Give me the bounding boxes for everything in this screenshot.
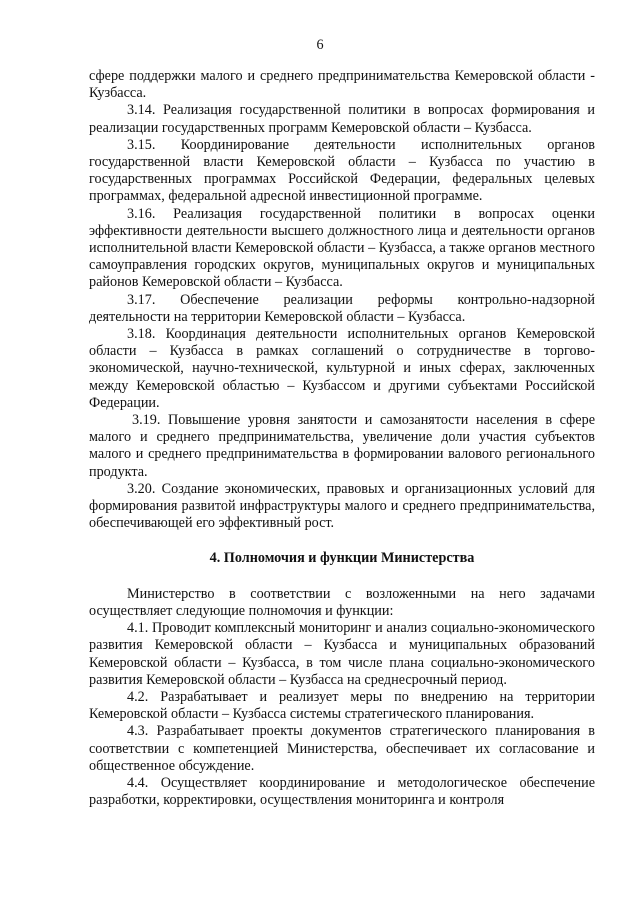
paragraph-3-19: 3.19. Повышение уровня занятости и самозанятости населения в сфере малого и среднего предпринимательства, увеличение доли участия субъектов малого и среднего предпринимательства в формировании валового регионального продукта. <box>89 412 595 480</box>
paragraph-3-20: 3.20. Создание экономических, правовых и организационных условий для формирования развитой инфраструктуры малого и среднего предпринимательства, обеспечивающей его эффективный рост. <box>89 480 595 532</box>
paragraph-intro: Министерство в соответствии с возложенными на него задачами осуществляет следующие полномочия и функции: <box>89 585 595 619</box>
paragraph-4-1: 4.1. Проводит комплексный мониторинг и анализ социально-экономического развития Кемеровской области – Кузбасса и муниципальных образований Кемеровской области – Кузбасса, в том числе плана социально-экономического развития Кемеровской области – Кузбасса на среднесрочный период. <box>89 620 595 688</box>
paragraph-continuation: сфере поддержки малого и среднего предпринимательства Кемеровской области - Кузбасса. <box>89 68 595 102</box>
paragraph-4-4: 4.4. Осуществляет координирование и методологическое обеспечение разработки, корректировки, осуществления мониторинга и контроля <box>89 774 595 809</box>
page-number: 6 <box>316 37 324 53</box>
paragraph-3-17: 3.17. Обеспечение реализации реформы контрольно-надзорной деятельности на территории Кемеровской области – Кузбасса. <box>89 291 595 325</box>
section-heading: 4. Полномочия и функции Министерства <box>209 550 475 567</box>
paragraph-4-3: 4.3. Разрабатывает проекты документов стратегического планирования в соответствии с компетенцией Министерства, обеспечивает их согласование и общественное обсуждение. <box>89 723 595 774</box>
paragraph-3-15: 3.15. Координирование деятельности исполнительных органов государственной власти Кемеровской области – Кузбасса по участию в государственных программах Российской Федерации, федеральных целевых программах, федеральной адресной инвестиционной программе. <box>89 136 595 205</box>
document-body <box>89 68 595 809</box>
spacer <box>89 568 595 586</box>
paragraph-3-18: 3.18. Координация деятельности исполнительных органов Кемеровской области – Кузбасса в рамках соглашений о сотрудничестве в торгово-экономической, научно-технической, культурной и иных сферах, заключенных между Кемеровской областью – Кузбассом и другими субъектами Российской Федерации. <box>89 326 595 411</box>
paragraph-3-14: 3.14. Реализация государственной политики в вопросах формирования и реализации государственных программ Кемеровской области – Кузбасса. <box>89 102 595 136</box>
paragraph-4-2: 4.2. Разрабатывает и реализует меры по внедрению на территории Кемеровской области – Кузбасса системы стратегического планирования. <box>89 688 595 723</box>
paragraph-3-16: 3.16. Реализация государственной политики в вопросах оценки эффективности деятельности высшего должностного лица и деятельности органов исполнительной власти Кемеровской области – Кузбасса, а также органов местного самоуправления городских округов, муниципальных округов и муниципальных районов Кемеровской области – Кузбасса. <box>89 205 595 291</box>
spacer <box>89 532 595 550</box>
